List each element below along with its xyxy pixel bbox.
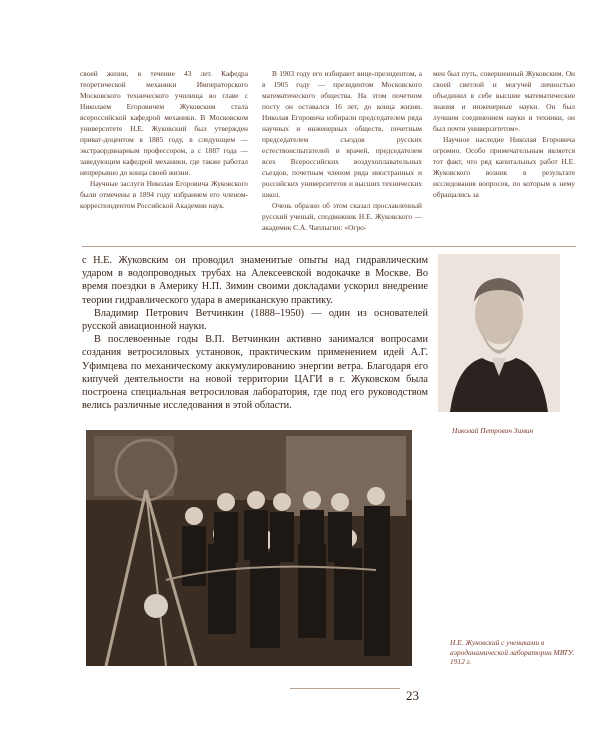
paragraph: Научные заслуги Николая Егоровича Жуковского были отмечены в 1894 году избранием его членом-корреспондентом Российской Академии наук. — [80, 179, 248, 210]
text-column-1 — [80, 68, 248, 211]
text-column-2 — [262, 68, 422, 233]
paragraph: Очень образно об этом сказал прославленный русский ученый, сподвижник Н.Е. Жуковского — академик С.А. Чаплыгин: «Огро- — [262, 201, 422, 232]
portrait-photo — [438, 254, 560, 412]
paragraph: своей жизни, в течение 43 лет. Кафедра теоретической механики Императорского Московского технического училища во главе с Николаем Егоровичем Жуковским стала всероссийской кафедрой механики. В Московском университете Н.Е. Жуковский был утвержден приват-доцентом в 1885 году, в следующем — экстраординарным профессором, а с 1887 года — заведующим кафедрой механики, где также работал непрерывно до конца своей жизни. — [80, 69, 248, 177]
portrait-caption: Николай Петрович Зимин — [452, 426, 534, 435]
paragraph: Владимир Петрович Ветчинкин (1888–1950) — один из основателей русской авиационной науки. — [82, 307, 428, 333]
group-photo — [86, 430, 412, 666]
footer-rule — [290, 688, 400, 689]
paragraph: Научное наследие Николая Егоровича огромно. Особо примечательным является тот факт, что ряд капитальных работ Н.Е. Жуковского возник в результате исследования вопросов, по которым к нему обращались за — [433, 135, 575, 199]
main-text — [82, 254, 428, 412]
paragraph: с Н.Е. Жуковским он проводил знаменитые опыты над гидравлическим ударом в водопроводных трубах на Алексеевской водокачке в Москве. Во время поездки в Америку Н.П. Зимин своими докладами ускорил внедрение теории гидравлического удара в американскую практику. — [82, 255, 428, 306]
paragraph: В послевоенные годы В.П. Ветчинкин активно занимался вопросами создания ветросиловых установок, практическим применением идей А.Г. Уфимцева по механическому аккумулированию энергии ветра. Благодаря его кипучей деятельности на новой территории ЦАГИ в г. Жуковском была построена специальная ветросиловая лаборатория, где под его руководством велись различные исследования в этой области. — [82, 334, 428, 412]
paragraph: В 1903 году его избирают вице-президентом, а в 1905 году — президентом Московского математического общества. На этом почетном посту он оставался 16 лет, до конца жизни. Николая Егоровича избирали председателем ряда научных и инженерных обществ, почетным председателем съездов русских естествоиспытателей и врачей, председателем всех Всероссийских воздухоплавательных съездов, почетным членом ряда иностранных и российских университетов и высших технических школ. — [262, 69, 422, 199]
section-divider — [82, 246, 576, 247]
paragraph: мен был путь, совершенный Жуковским. Он своей светлой и могучей личностью объединил в себе высшие математические знания и инженерные науки. Он был лучшим соединением науки и техники, он был почти университетом». — [433, 69, 575, 133]
text-column-3 — [433, 68, 575, 200]
photo-caption: Н.Е. Жуковский с учениками в аэродинамической лаборатории МВТУ. 1912 г. — [450, 638, 575, 667]
page-number: 23 — [406, 688, 419, 703]
